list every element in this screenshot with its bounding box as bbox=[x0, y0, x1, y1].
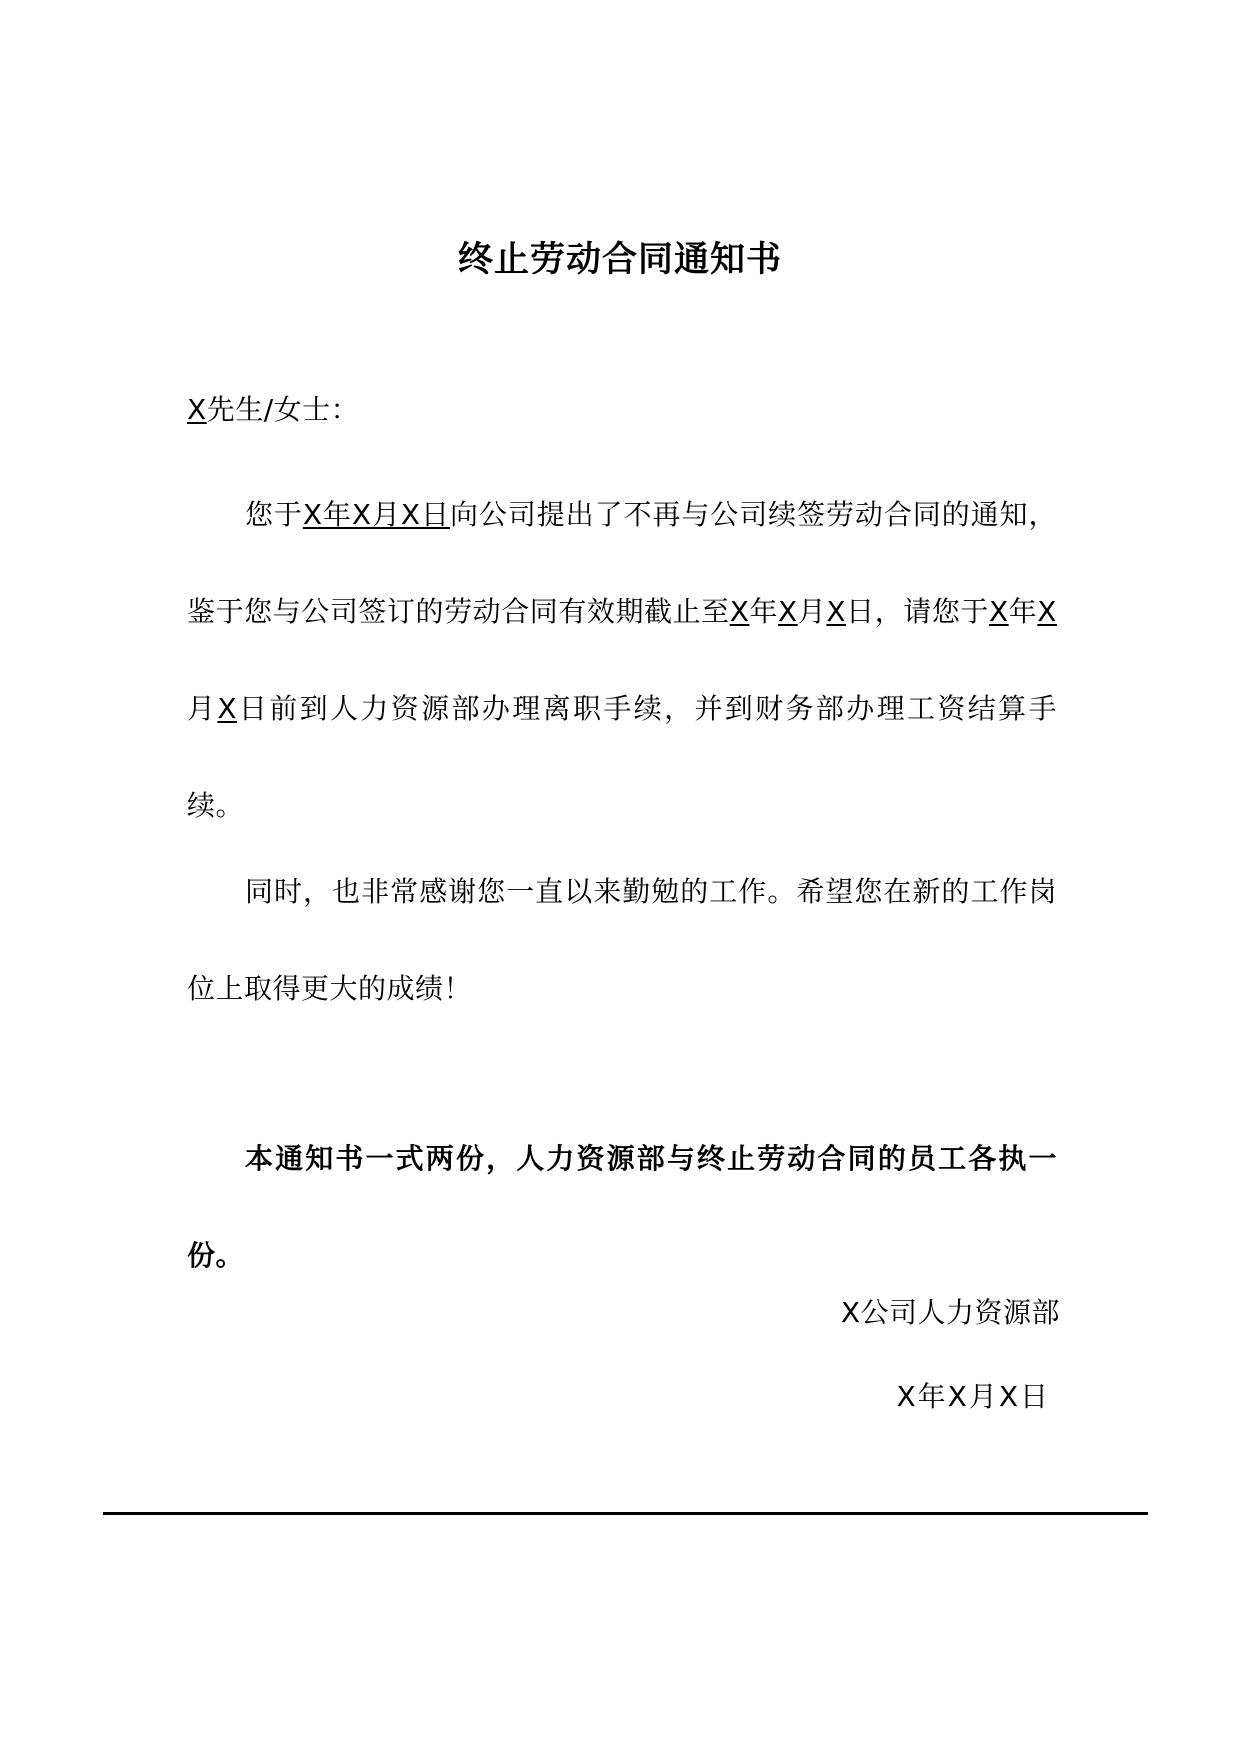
expiry-day: X bbox=[826, 595, 847, 628]
text-run: 日前到人力资源部办理离职手续，并到财务部办理工资结算手续。 bbox=[187, 692, 1057, 822]
text-run: 年 bbox=[749, 595, 779, 628]
footer-divider bbox=[103, 1512, 1148, 1515]
salutation-name: X bbox=[187, 393, 207, 426]
expiry-year: X bbox=[729, 595, 750, 628]
text-run: 月 bbox=[187, 692, 218, 725]
paragraph-thanks: 同时，也非常感谢您一直以来勤勉的工作。希望您在新的工作岗位上取得更大的成绩！ bbox=[187, 875, 1057, 1005]
paragraph-copies-note: 本通知书一式两份，人力资源部与终止劳动合同的员工各执一份。 bbox=[187, 1142, 1057, 1272]
expiry-month: X bbox=[778, 595, 798, 628]
signature-date: X年X月X日 bbox=[896, 1380, 1050, 1413]
text-run: 您于 bbox=[245, 498, 303, 531]
deadline-year: X bbox=[988, 595, 1009, 628]
submission-date: X年X月X日 bbox=[302, 498, 450, 531]
signature-department: X公司人力资源部 bbox=[840, 1296, 1060, 1329]
text-run: 日，请您于 bbox=[846, 595, 989, 628]
text-run: 月 bbox=[797, 595, 827, 628]
salutation bbox=[187, 386, 1057, 434]
text-run: 向公司提出了不再与公司续签劳动合同的通知，鉴于您与公司签订的劳动合同有效期截止至 bbox=[187, 498, 1057, 628]
deadline-month: X bbox=[1037, 595, 1057, 628]
salutation-suffix: 先生/女士： bbox=[206, 393, 360, 426]
paragraph-notice bbox=[187, 466, 1057, 854]
document-title: 终止劳动合同通知书 bbox=[457, 239, 782, 280]
deadline-day: X bbox=[217, 692, 238, 725]
text-run: 年 bbox=[1008, 595, 1038, 628]
